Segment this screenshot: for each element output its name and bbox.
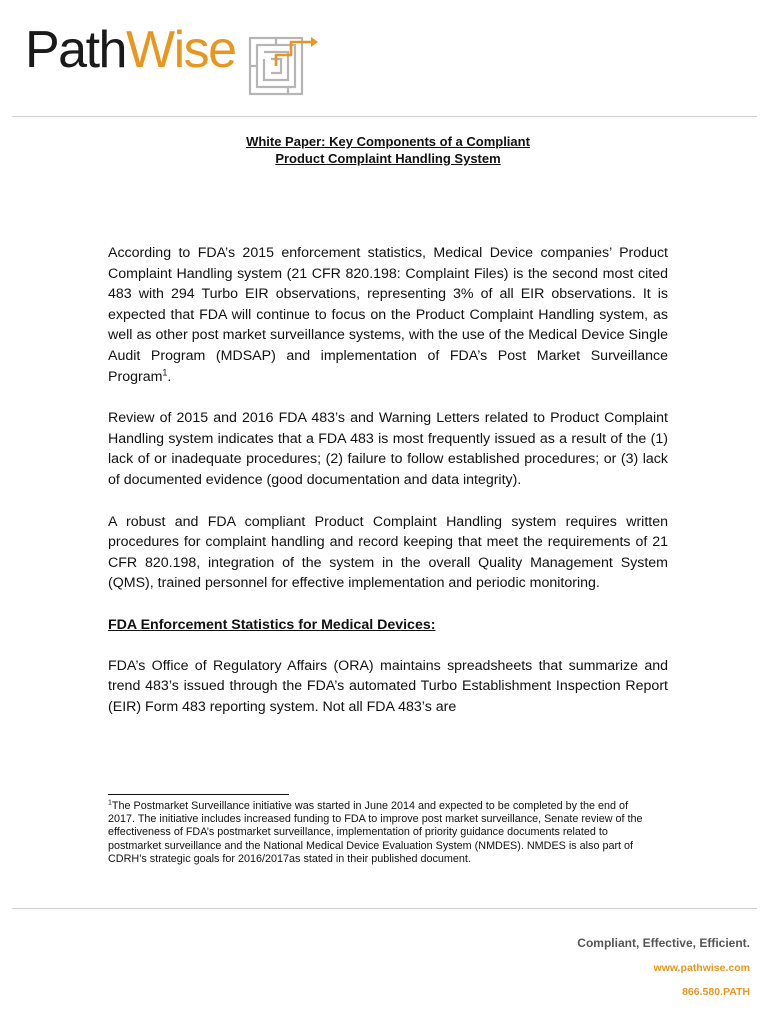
footer-website-link[interactable]: www.pathwise.com [653, 962, 750, 974]
paragraph-1-text: According to FDA’s 2015 enforcement statistics, Medical Device companies’ Product Complaint Handling system (21 CFR 820.198: Complaint Files) is the second most cited 483 with 294 Turbo EIR observations, representing 3% of all EIR observations. It is expected that FDA will continue to focus on the Product Complaint Handling system, as well as other post market surveillance systems, with the use of the Medical Device Single Audit Program (MDSAP) and implementation of FDA’s Post Market Surveillance Program [108, 245, 668, 385]
footnote-divider [108, 794, 289, 795]
paragraph-2: Review of 2015 and 2016 FDA 483’s and Warning Letters related to Product Complaint Handling system indicates that a FDA 483 is most frequently issued as a result of the (1) lack of or inadequate procedures; (2) failure to follow established procedures; or (3) lack of documented evidence (good documentation and data integrity). [108, 410, 668, 488]
footnote-marker: 1 [108, 799, 112, 807]
document-body [108, 243, 668, 738]
maze-logo-icon [247, 25, 319, 97]
footer-phone: 866.580.PATH [682, 986, 750, 998]
header-divider [12, 116, 757, 117]
title-line-1: White Paper: Key Components of a Compliant [246, 134, 530, 149]
paragraph-3: A robust and FDA compliant Product Complaint Handling system requires written procedures for complaint handling and record keeping that meet the requirements of 21 CFR 820.198, integration of the system in the overall Quality Management System (QMS), trained personnel for effective implementation and periodic monitoring. [108, 513, 668, 592]
footnote-reference: 1 [162, 366, 168, 377]
document-title [108, 133, 668, 167]
footer-tagline: Compliant, Effective, Efficient. [577, 936, 750, 950]
footer-divider [12, 908, 757, 909]
paragraph-4: FDA’s Office of Regulatory Affairs (ORA) maintains spreadsheets that summarize and trend 483’s issued through the FDA’s automated Turbo Establishment Inspection Report (EIR) Form 483 reporting system. Not all FDA 483’s are [108, 657, 668, 715]
pathwise-logo [25, 20, 236, 80]
title-line-2: Product Complaint Handling System [275, 151, 501, 166]
paragraph-1 [108, 243, 668, 387]
paragraph-1-end: . [167, 368, 172, 385]
footer [577, 936, 750, 998]
footnote-text: The Postmarket Surveillance initiative was started in June 2014 and expected to be completed by the end of 2017. The initiative includes increased funding to FDA to improve post market surveillance, Senate review of the effectiveness of FDA’s postmarket surveillance, implementation of priority guidance documents related to postmarket surveillance and the National Medical Device Evaluation System (NMDES). NMDES is also part of CDRH’s strategic goals for 2016/2017as stated in their published document. [108, 800, 643, 865]
logo-wise-text: Wise [125, 21, 236, 79]
section-heading: FDA Enforcement Statistics for Medical Devices: [108, 616, 436, 633]
footnote [108, 800, 653, 866]
logo-path-text: Path [25, 21, 126, 79]
